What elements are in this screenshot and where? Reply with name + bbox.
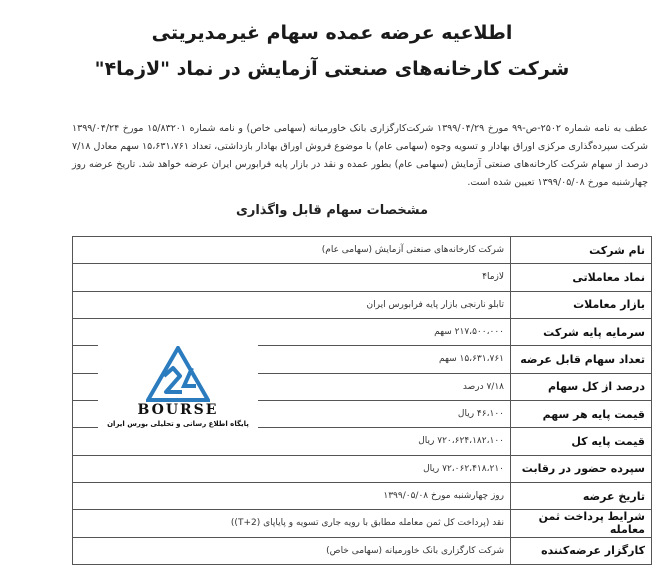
logo-wordmark: BOURSE <box>137 402 219 418</box>
row-value: ۷۲۰،۶۲۴،۱۸۲،۱۰۰ ریال <box>73 428 511 455</box>
24bourse-logo-icon <box>146 346 210 402</box>
table-row <box>73 455 652 482</box>
watermark-logo <box>98 342 258 434</box>
table-row <box>73 482 652 509</box>
company-title: شرکت کارخانه‌های صنعتی آزمایش در نماد "لازما۴" <box>94 58 570 80</box>
row-value: ۷۲،۰۶۲،۴۱۸،۲۱۰ ریال <box>73 455 511 482</box>
row-label: تعداد سهام قابل عرضه <box>511 346 652 373</box>
table-row <box>73 510 652 537</box>
row-label: بازار معاملات <box>511 291 652 318</box>
row-value: شرکت کارخانه‌های صنعتی آزمایش (سهامی عام) <box>73 237 511 264</box>
row-value: شرکت کارگزاری بانک خاورمیانه (سهامی خاص) <box>73 537 511 564</box>
row-label: درصد از کل سهام <box>511 373 652 400</box>
table-row <box>73 264 652 291</box>
announcement-title: اطلاعیه عرضه عمده سهام غیرمدیریتی <box>151 22 513 44</box>
row-value: لازما۴ <box>73 264 511 291</box>
table-row <box>73 537 652 564</box>
row-label: نماد معاملاتی <box>511 264 652 291</box>
intro-paragraph: عطف به نامه شماره ۲۵۰۲-ص-۹۹ مورخ ۱۳۹۹/۰۴/۲۹ شرکت‌کارگزاری بانک خاورمیانه (سهامی خاص) و نامه شماره ۱۵/۸۳۲۰۱ مورخ ۱۳۹۹/۰۴/۲۴ شرکت سپرده‌گذاری مرکزی اوراق بهادار و تسویه وجوه (سهامی عام) با موضوع فروش اوراق بهادار بازداشتی، تعداد ۱۵،۶۳۱،۷۶۱ سهم معادل ۷/۱۸ درصد از سهام شرکت کارخانه‌های صنعتی آزمایش (سهامی عام) بطور عمده و نقد در بازار پایه فرابورس ایران عرضه خواهد شد. تاریخ عرضه روز چهارشنبه مورخ ۱۳۹۹/۰۵/۰۸ تعیین شده است. <box>72 123 648 188</box>
row-label: نام شرکت <box>511 237 652 264</box>
row-label: کارگزار عرضه‌کننده <box>511 537 652 564</box>
row-label: قیمت پایه کل <box>511 428 652 455</box>
logo-subtitle: پایگاه اطلاع رسانی و تحلیلی بورس ایران <box>107 420 249 428</box>
row-value: نقد (پرداخت کل ثمن معامله مطابق با رویه جاری تسویه و پایاپای (T+2)) <box>73 510 511 537</box>
row-value: ۲۱۷،۵۰۰،۰۰۰ سهم <box>73 318 511 345</box>
row-value: تابلو نارنجی بازار پایه فرابورس ایران <box>73 291 511 318</box>
row-value: روز چهارشنبه مورخ ۱۳۹۹/۰۵/۰۸ <box>73 482 511 509</box>
table-row <box>73 237 652 264</box>
row-label: قیمت پایه هر سهم <box>511 400 652 427</box>
row-label: شرایط پرداخت ثمن معامله <box>511 510 652 537</box>
spec-section-title: مشخصات سهام قابل واگذاری <box>235 203 429 218</box>
row-value: ۴۶،۱۰۰ ریال <box>73 400 511 427</box>
table-row <box>73 291 652 318</box>
row-label: تاریخ عرضه <box>511 482 652 509</box>
row-label: سپرده حضور در رقابت <box>511 455 652 482</box>
row-label: سرمایه پایه شرکت <box>511 318 652 345</box>
row-value: ۷/۱۸ درصد <box>73 373 511 400</box>
row-value: ۱۵،۶۳۱،۷۶۱ سهم <box>73 346 511 373</box>
